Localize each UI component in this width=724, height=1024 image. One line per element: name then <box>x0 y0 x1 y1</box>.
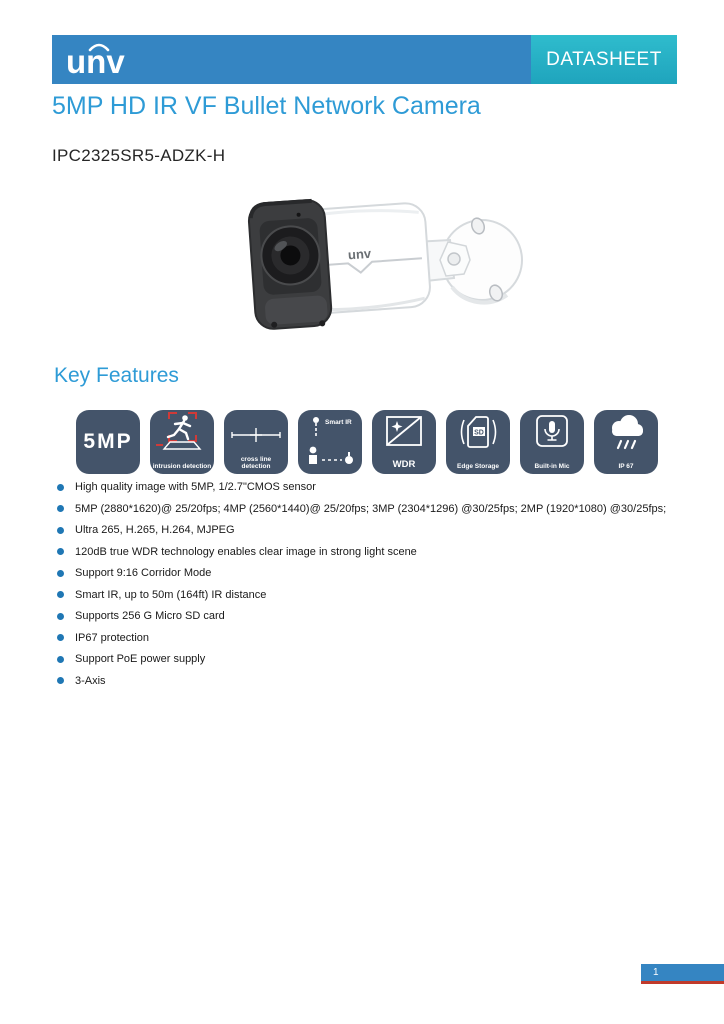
feature-bullet <box>57 503 677 515</box>
feature-bullet <box>57 481 677 493</box>
bullet-dot-icon <box>57 570 64 577</box>
feature-bullet <box>57 653 677 665</box>
bullet-dot-icon <box>57 505 64 512</box>
datasheet-badge-label: DATASHEET <box>546 48 662 70</box>
feature-bullet-text: 120dB true WDR technology enables clear image in strong light scene <box>75 545 417 558</box>
feature-bullet-list <box>57 481 677 696</box>
feature-bullet <box>57 567 677 579</box>
unv-logo-text: unv <box>66 43 125 80</box>
feature-bullet <box>57 524 677 536</box>
datasheet-badge <box>531 35 677 84</box>
bullet-dot-icon <box>57 591 64 598</box>
bullet-dot-icon <box>57 548 64 555</box>
wdr-label: WDR <box>392 459 416 470</box>
feature-tile-5mp <box>76 410 140 474</box>
ip67-weatherproof-icon <box>594 410 658 458</box>
edge-storage-icon <box>446 410 510 458</box>
model-number: IPC2325SR5-ADZK-H <box>52 146 226 165</box>
bullet-dot-icon <box>57 677 64 684</box>
feature-bullet-text: 5MP (2880*1620)@ 25/20fps; 4MP (2560*1440)@ 25/20fps; 3MP (2304*1296) @30/25fps; 2MP (1920*1080) @30/25fps; <box>75 502 667 515</box>
page-number: 1 <box>653 967 659 978</box>
page-title: 5MP HD IR VF Bullet Network Camera <box>52 92 481 120</box>
product-image <box>190 182 530 342</box>
feature-bullet <box>57 546 677 558</box>
feature-tile-ip67 <box>594 410 658 474</box>
intrusion-detection-icon <box>150 410 214 460</box>
camera-body-logo: unv <box>347 245 372 263</box>
edge-storage-label: Edge Storage <box>457 463 499 470</box>
feature-bullet-text: Smart IR, up to 50m (164ft) IR distance <box>75 588 267 601</box>
feature-bullet-text: Ultra 265, H.265, H.264, MJPEG <box>75 524 235 536</box>
feature-bullet-text: IP67 protection <box>75 631 149 644</box>
feature-tile-intrusion-detection <box>150 410 214 474</box>
bullet-dot-icon <box>57 634 64 641</box>
feature-tile-edge-storage <box>446 410 510 474</box>
5mp-label: 5MP <box>83 430 133 453</box>
feature-tile-smart-ir <box>298 410 362 474</box>
unv-logo-icon <box>66 42 156 82</box>
feature-icon-row <box>76 410 658 474</box>
cross-line-detection-icon <box>224 410 288 456</box>
feature-bullet <box>57 675 677 687</box>
built-in-mic-label: Built-in Mic <box>534 463 570 470</box>
wdr-icon <box>372 410 436 456</box>
feature-bullet-text: High quality image with 5MP, 1/2.7"CMOS sensor <box>75 481 316 493</box>
feature-bullet-text: Support 9:16 Corridor Mode <box>75 567 212 579</box>
intrusion-detection-label: intrusion detection <box>152 463 212 470</box>
feature-bullet-text: 3-Axis <box>75 674 106 687</box>
bullet-dot-icon <box>57 656 64 663</box>
feature-bullet <box>57 610 677 622</box>
bullet-dot-icon <box>57 527 64 534</box>
unv-logo <box>66 42 156 87</box>
bullet-dot-icon <box>57 484 64 491</box>
feature-bullet-text: Support PoE power supply <box>75 653 206 665</box>
page-number-bar <box>641 964 724 981</box>
built-in-mic-icon <box>520 410 584 458</box>
feature-bullet <box>57 632 677 644</box>
header-bar <box>52 35 677 84</box>
bullet-camera-illustration <box>190 182 530 342</box>
key-features-heading: Key Features <box>54 364 179 387</box>
feature-tile-cross-line-detection <box>224 410 288 474</box>
bullet-dot-icon <box>57 613 64 620</box>
smart-ir-label: Smart IR <box>325 419 352 426</box>
feature-bullet <box>57 589 677 601</box>
ip67-label: IP 67 <box>618 463 634 470</box>
feature-bullet-text: Supports 256 G Micro SD card <box>75 610 225 622</box>
footer-accent-line <box>641 981 724 984</box>
svg-text:SD: SD <box>474 429 484 437</box>
feature-tile-wdr <box>372 410 436 474</box>
feature-tile-built-in-mic <box>520 410 584 474</box>
cross-line-detection-label: cross line detection <box>240 456 272 470</box>
